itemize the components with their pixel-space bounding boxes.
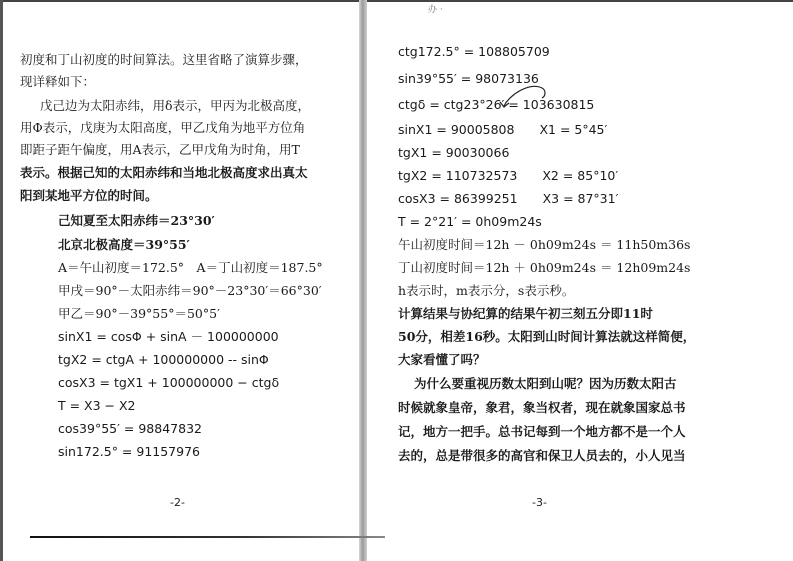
formula-line: cos39°55′ = 98847832: [58, 421, 202, 436]
text-line: 现详释如下：: [20, 74, 96, 89]
formula-line: A＝午山初度＝172.5° A＝丁山初度＝187.5°: [58, 260, 323, 275]
text-line: 记，地方一把手。总书记每到一个地方都不是一个人: [398, 424, 686, 439]
scan-top-edge: [0, 0, 793, 2]
formula-line: tgX2 = 110732573 X2 = 85°10′: [398, 168, 619, 183]
formula-line: sin172.5° = 91157976: [58, 444, 200, 459]
text-line: 戊己边为太阳赤纬，用δ表示，甲丙为北极高度，: [40, 98, 311, 113]
formula-line: 甲乙＝90°－39°55°＝50°5′: [58, 306, 220, 321]
formula-line: 己知夏至太阳赤纬＝23°30′: [58, 213, 215, 228]
scan-left-edge: [0, 0, 3, 561]
text-line: 初度和丁山初度的时间算法。这里省略了演算步骤，: [20, 52, 308, 67]
pen-annotation: [490, 76, 550, 112]
formula-line: ctgδ = ctg23°26′ = 103630815: [398, 97, 595, 112]
text-line: 计算结果与协纪算的结果午初三刻五分即11时: [398, 306, 653, 321]
formula-line: 北京北极高度＝39°55′: [58, 237, 190, 252]
text-line: 去的，总是带很多的高官和保卫人员去的，小人见当: [398, 448, 686, 463]
text-line: 时候就象皇帝，象君，象当权者，现在就象国家总书: [398, 400, 686, 415]
text-line: 50分，相差16秒。太阳到山时间计算法就这样简便，: [398, 329, 696, 344]
text-line: 为什么要重视历数太阳到山呢？因为历数太阳古: [414, 376, 677, 391]
formula-line: sin39°55′ = 98073136: [398, 71, 539, 86]
formula-line: 甲戌＝90°－太阳赤纬＝90°－23°30′＝66°30′: [58, 283, 322, 298]
formula-line: cosX3 = tgX1 + 100000000 − ctgδ: [58, 375, 280, 390]
formula-line: sinX1 = 90005808 X1 = 5°45′: [398, 122, 608, 137]
text-line: 表示。根据己知的太阳赤纬和当地北极高度求出真太: [20, 165, 308, 180]
formula-line: 丁山初度时间＝12h ＋ 0h09m24s ＝ 12h09m24s: [398, 260, 691, 275]
formula-line: sinX1 = cosΦ + sinA － 100000000: [58, 329, 279, 344]
book-gutter: [359, 0, 367, 561]
text-line: 阳到某地平方位的时间。: [20, 188, 158, 203]
scan-bottom-line: [30, 536, 385, 538]
formula-line: cosX3 = 86399251 X3 = 87°31′: [398, 191, 619, 206]
formula-line: tgX2 = ctgA + 100000000 -- sinΦ: [58, 352, 269, 367]
page-number: -3-: [532, 496, 547, 509]
text-line: 即距子距午偏度，用A表示，乙甲戊角为时角，用T: [20, 142, 300, 157]
text-line: 用Φ表示，戊庚为太阳高度，甲乙戊角为地平方位角: [20, 120, 306, 135]
formula-line: tgX1 = 90030066: [398, 145, 510, 160]
formula-line: 午山初度时间＝12h － 0h09m24s ＝ 11h50m36s: [398, 237, 691, 252]
page-number: -2-: [170, 496, 185, 509]
text-line: 大家看懂了吗？: [398, 352, 486, 367]
header-mark: 办 ·: [428, 5, 443, 15]
formula-line: T = X3 − X2: [58, 398, 136, 413]
text-line: h表示时，m表示分，s表示秒。: [398, 283, 575, 298]
formula-line: ctg172.5° = 108805709: [398, 44, 550, 59]
formula-line: T = 2°21′ = 0h09m24s: [398, 214, 542, 229]
